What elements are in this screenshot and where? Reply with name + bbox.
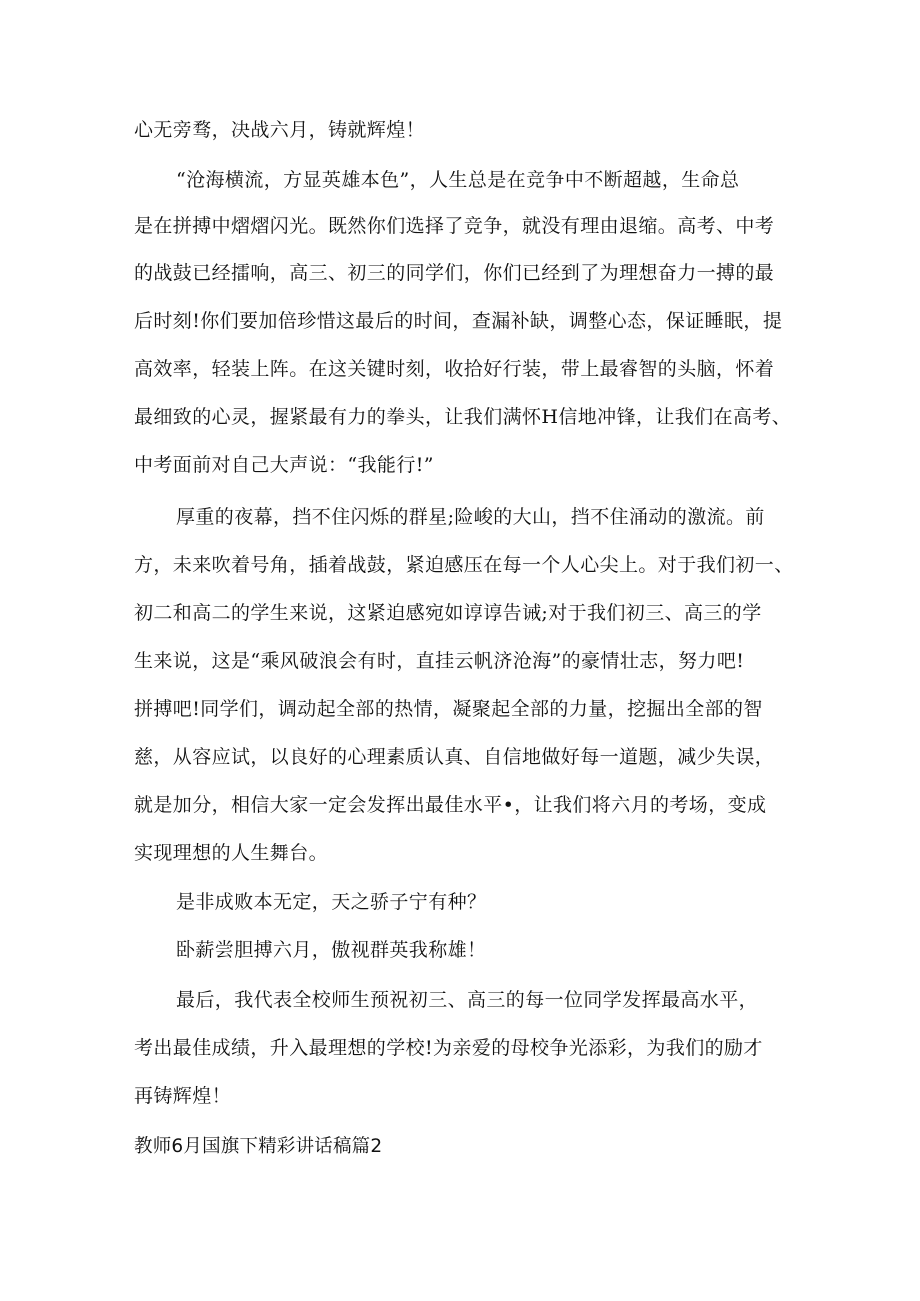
verse-line-2: 卧薪尝胆搏六月，傲视群英我称雄！ xyxy=(176,939,487,961)
paragraph-3-line: 最后，我代表全校师生预祝初三、高三的每一位同学发挥最高水平， xyxy=(176,989,759,1011)
paragraph-2-line: 生来说，这是“乘风破浪会有时，直挂云帆济沧海”的豪情壮志，努力吧! xyxy=(134,650,745,672)
paragraph-1-line: 高效率，轻装上阵。在这关键时刻，收拾好行装，带上最睿智的头脑，怀着 xyxy=(134,358,775,380)
opening-line: 心无旁骛，决战六月，铸就辉煌！ xyxy=(134,119,426,141)
paragraph-1-line: 是在拼搏中熠熠闪光。既然你们选择了竞争，就没有理由退缩。高考、中考 xyxy=(134,215,775,237)
paragraph-2-line: 方，未来吹着号角，插着战鼓，紧迫感压在每一个人心尖上。对于我们初一、 xyxy=(134,554,794,576)
section-title: 教师6月国旗下精彩讲话稿篇2 xyxy=(134,1136,383,1157)
paragraph-1-line: 后时刻!你们要加倍珍惜这最后的时间，查漏补缺，调整心态，保证睡眠，提 xyxy=(134,310,783,332)
paragraph-1-line: 中考面前对自己大声说：“我能行!” xyxy=(134,454,434,476)
paragraph-2-line: 就是加分，相信大家一定会发挥出最佳水平•，让我们将六月的考场，变成 xyxy=(134,794,767,816)
paragraph-3-line: 再铸辉煌！ xyxy=(134,1085,232,1107)
paragraph-3-line: 考出最佳成绩，升入最理想的学校!为亲爱的母校争光添彩，为我们的励才 xyxy=(134,1037,763,1059)
paragraph-1-line: 最细致的心灵，握紧最有力的拳头，让我们满怀H信地冲锋，让我们在高考、 xyxy=(134,406,792,428)
paragraph-1-line: “沧海横流，方显英雄本色”，人生总是在竞争中不断超越，生命总 xyxy=(176,169,740,191)
paragraph-2-line: 拼搏吧!同学们，调动起全部的热情，凝聚起全部的力量，挖掘出全部的智 xyxy=(134,698,763,720)
paragraph-2-line: 实现理想的人生舞台。 xyxy=(134,842,329,864)
paragraph-1-line: 的战鼓已经擂响，高三、初三的同学们，你们已经到了为理想奋力一搏的最 xyxy=(134,262,775,284)
verse-line-1: 是非成败本无定，天之骄子宁有种？ xyxy=(176,891,487,913)
paragraph-2-line: 厚重的夜幕，挡不住闪烁的群星;险峻的大山，挡不住涌动的激流。前 xyxy=(176,506,765,528)
paragraph-2-line: 初二和高二的学生来说，这紧迫感宛如谆谆告诫;对于我们初三、高三的学 xyxy=(134,602,762,624)
paragraph-2-line: 慈，从容应试，以良好的心理素质认真、自信地做好每一道题，减少失误， xyxy=(134,746,775,768)
